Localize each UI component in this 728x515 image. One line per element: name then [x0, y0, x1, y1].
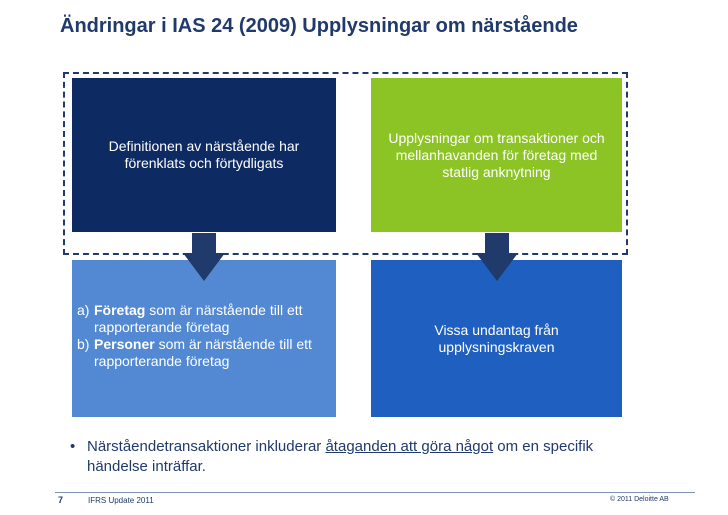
- list-item: [77, 302, 336, 336]
- box-exemptions-text: Vissa undantag från upplysningskraven: [434, 321, 559, 355]
- page-number: 7: [58, 495, 64, 505]
- box-definition-text: Definitionen av närstående har förenklats och förtydligats: [108, 138, 300, 171]
- box-state-related-text: Upplysningar om transaktioner och mellanhavanden för företag med statlig anknytning: [388, 129, 605, 180]
- list-item-text: [94, 302, 336, 336]
- bullet-text: [87, 437, 630, 477]
- box-definition: [72, 78, 336, 232]
- list-item-bold: Företag: [94, 302, 146, 318]
- list-item-text: [94, 336, 336, 370]
- bullet-underlined-phrase: åtaganden att göra något: [325, 438, 494, 455]
- footer-copyright: © 2011 Deloitte AB: [610, 496, 669, 503]
- list-marker: b): [77, 336, 90, 352]
- list-item-rest: som är närstående till ett rapporterande företag: [94, 336, 312, 369]
- bullet-point: [70, 437, 630, 477]
- bullet-symbol: •: [70, 438, 76, 455]
- slide-title: Ändringar i IAS 24 (2009) Upplysningar om närstående: [60, 15, 578, 37]
- list-item-bold: Personer: [94, 336, 155, 352]
- bullet-text-start: Närståendetransaktioner inkluderar: [87, 438, 326, 455]
- list-item: [77, 336, 336, 370]
- bullet-text-end: om en specifik händelse inträffar.: [87, 438, 594, 475]
- box-exemptions: [371, 260, 622, 417]
- footer-title: IFRS Update 2011: [88, 496, 154, 505]
- down-arrow-icon: [183, 233, 225, 281]
- footer-divider: [55, 492, 695, 493]
- box-state-related: [371, 78, 622, 232]
- list-item-rest: som är närstående till ett rapporterande företag: [94, 302, 303, 335]
- list-marker: a): [77, 302, 90, 318]
- down-arrow-icon: [476, 233, 518, 281]
- box-related-parties: [72, 260, 336, 417]
